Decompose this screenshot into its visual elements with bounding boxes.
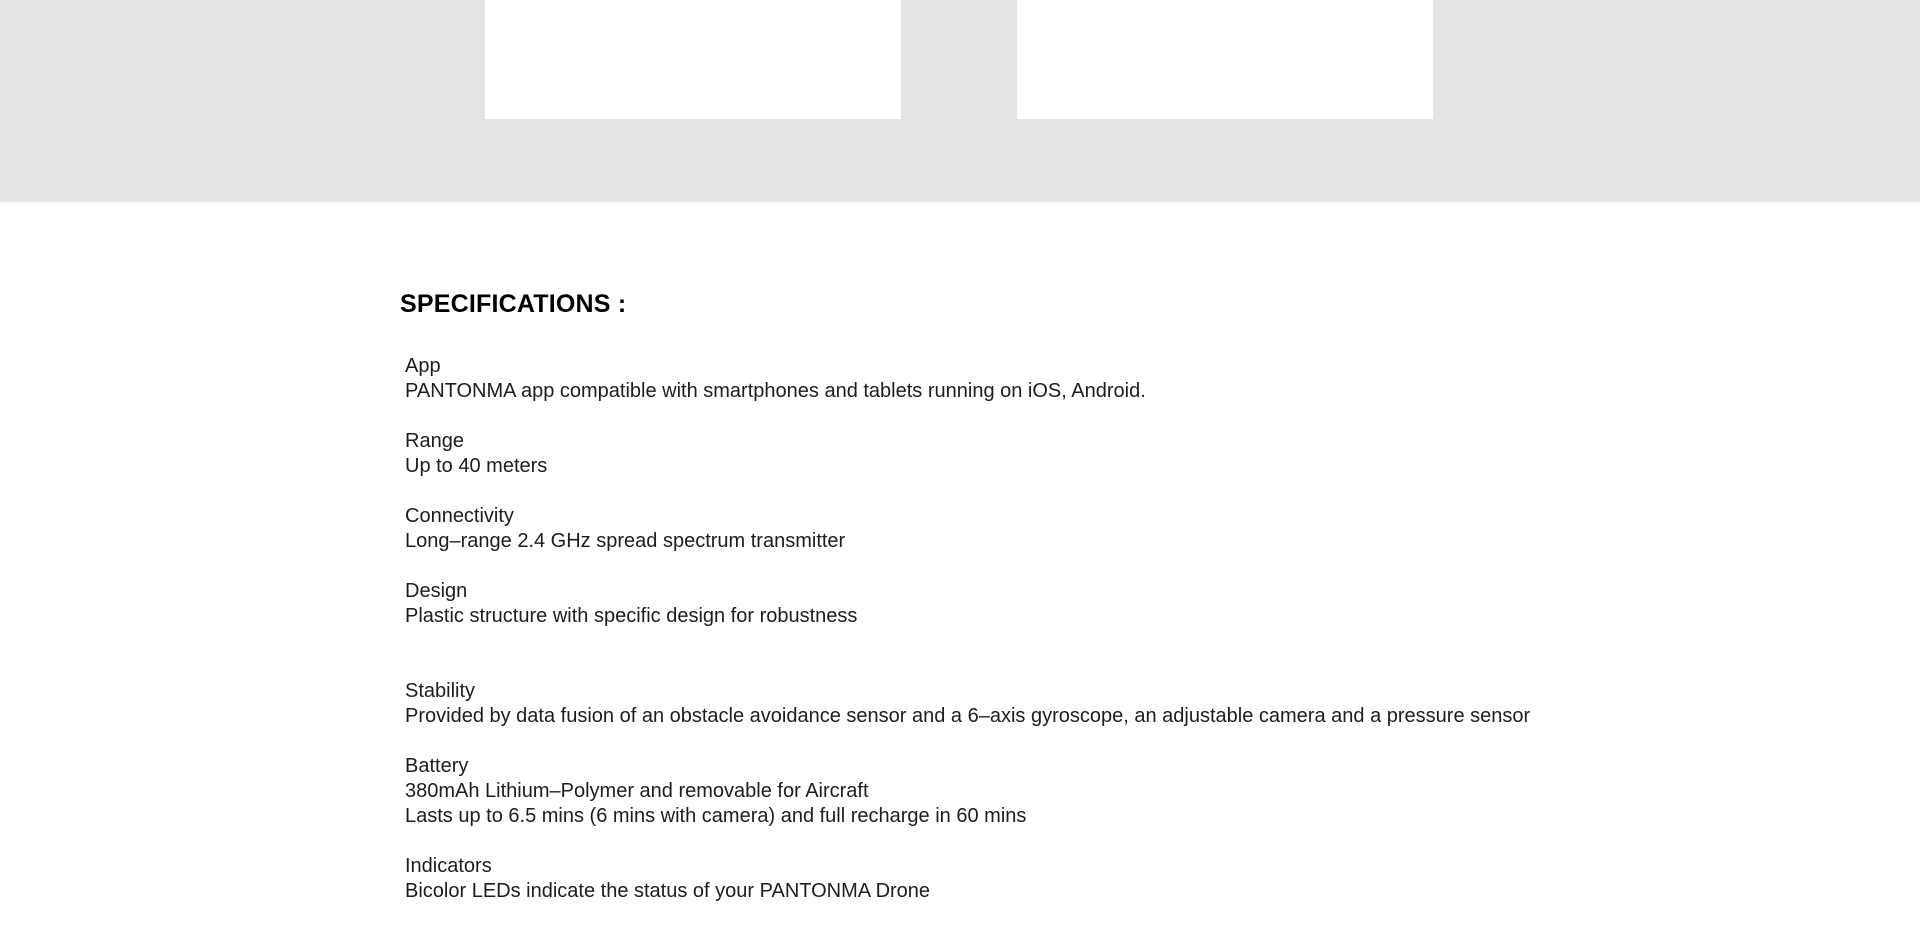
spec-label: Battery	[405, 755, 469, 777]
spec-label: Design	[405, 580, 468, 602]
spec-label: Range	[405, 430, 464, 452]
spec-label: Indicators	[405, 855, 492, 877]
spec-label: App	[405, 355, 441, 377]
spec-label: Stability	[405, 680, 476, 702]
spec-value: 380mAh Lithium–Polymer and removable for Aircraft	[405, 780, 869, 802]
spec-item-connectivity	[405, 504, 1705, 554]
spec-item-range	[405, 429, 1705, 479]
spec-item-design	[405, 579, 1705, 629]
product-image-right	[1017, 0, 1433, 119]
spec-value: Up to 40 meters	[405, 455, 548, 477]
specifications-heading: SPECIFICATIONS :	[400, 290, 627, 318]
spec-value: Bicolor LEDs indicate the status of your PANTONMA Drone	[405, 880, 931, 902]
spec-value: Plastic structure with specific design for robustness	[405, 605, 858, 627]
spec-item-battery	[405, 754, 1705, 829]
spec-value: Lasts up to 6.5 mins (6 mins with camera) and full recharge in 60 mins	[405, 805, 1027, 827]
spec-item-indicators	[405, 854, 1705, 904]
specifications-list	[405, 354, 1705, 929]
gallery-band	[0, 0, 1920, 202]
spec-value: Provided by data fusion of an obstacle avoidance sensor and a 6–axis gyroscope, an adjustable camera and a pressure sensor	[405, 705, 1531, 727]
spec-value: Long–range 2.4 GHz spread spectrum transmitter	[405, 530, 846, 552]
product-image-left	[485, 0, 901, 119]
spec-label: Connectivity	[405, 505, 514, 527]
spec-item-stability	[405, 679, 1705, 729]
spec-value: PANTONMA app compatible with smartphones and tablets running on iOS, Android.	[405, 380, 1146, 402]
spec-item-app	[405, 354, 1705, 404]
